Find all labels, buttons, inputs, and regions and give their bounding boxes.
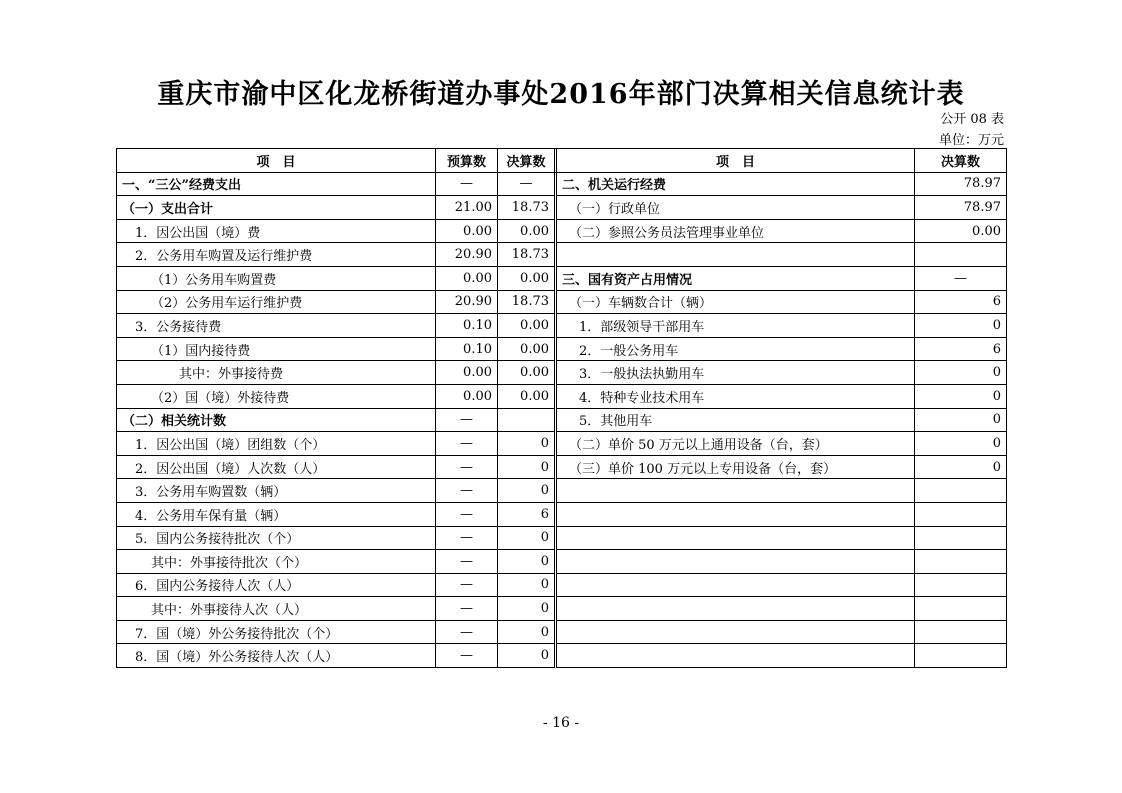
table-row (117, 550, 1007, 574)
table-row (117, 243, 1007, 267)
left-item-label: 一、“三公”经费支出 (117, 172, 436, 196)
table-row (117, 290, 1007, 314)
right-final-value: 0 (915, 455, 1007, 479)
left-item-label: 其中：外事接待费 (117, 361, 436, 385)
table-row (117, 266, 1007, 290)
right-item-label (557, 597, 915, 621)
left-final-value: 0 (498, 550, 555, 574)
left-final-value: 0 (498, 455, 555, 479)
right-final-value (915, 502, 1007, 526)
left-final-value: 0 (498, 620, 555, 644)
table-row (117, 597, 1007, 621)
right-final-value (915, 597, 1007, 621)
left-budget-value: — (436, 408, 498, 432)
table-row (117, 196, 1007, 220)
table-header-row (117, 149, 1007, 173)
table-row (117, 337, 1007, 361)
left-item-label: 7．国（境）外公务接待批次（个） (117, 620, 436, 644)
left-budget-value: 0.10 (436, 337, 498, 361)
right-item-label: （一）车辆数合计（辆） (557, 290, 915, 314)
table-row (117, 644, 1007, 668)
right-final-value (915, 243, 1007, 267)
right-item-label: 3．一般执法执勤用车 (557, 361, 915, 385)
table-row (117, 620, 1007, 644)
left-item-label: 3．公务接待费 (117, 314, 436, 338)
left-budget-value: — (436, 455, 498, 479)
right-final-value (915, 573, 1007, 597)
right-item-label: 5．其他用车 (557, 408, 915, 432)
right-final-value: 0 (915, 361, 1007, 385)
left-final-value: 0.00 (498, 219, 555, 243)
statistics-table (116, 148, 1007, 668)
right-item-label (557, 502, 915, 526)
left-budget-value: 0.00 (436, 219, 498, 243)
left-final-value: 18.73 (498, 196, 555, 220)
left-budget-value: 0.10 (436, 314, 498, 338)
left-budget-value: — (436, 479, 498, 503)
left-item-label: 1．因公出国（境）费 (117, 219, 436, 243)
right-final-value (915, 620, 1007, 644)
right-item-label: （二）参照公务员法管理事业单位 (557, 219, 915, 243)
right-final-value: 6 (915, 290, 1007, 314)
right-final-value: 0 (915, 314, 1007, 338)
left-budget-value: — (436, 432, 498, 456)
right-final-value (915, 479, 1007, 503)
left-item-label: （一）支出合计 (117, 196, 436, 220)
left-budget-value: — (436, 550, 498, 574)
left-budget-value: 20.90 (436, 243, 498, 267)
right-item-label (557, 243, 915, 267)
right-final-value: 0 (915, 408, 1007, 432)
right-item-label: 1．部级领导干部用车 (557, 314, 915, 338)
left-item-label: 1．因公出国（境）团组数（个） (117, 432, 436, 456)
right-item-label: 三、国有资产占用情况 (557, 266, 915, 290)
table-row (117, 361, 1007, 385)
left-item-label: 2．公务用车购置及运行维护费 (117, 243, 436, 267)
header-right-item: 项 目 (557, 149, 915, 173)
left-budget-value: 0.00 (436, 384, 498, 408)
left-item-label: 其中：外事接待人次（人） (117, 597, 436, 621)
left-budget-value: 21.00 (436, 196, 498, 220)
table-row (117, 172, 1007, 196)
left-final-value (498, 408, 555, 432)
left-item-label: （2）公务用车运行维护费 (117, 290, 436, 314)
left-item-label: （2）国（境）外接待费 (117, 384, 436, 408)
left-final-value: — (498, 172, 555, 196)
left-final-value: 0 (498, 597, 555, 621)
table-row (117, 314, 1007, 338)
left-final-value: 0.00 (498, 314, 555, 338)
table-row (117, 573, 1007, 597)
right-final-value (915, 550, 1007, 574)
left-budget-value: — (436, 502, 498, 526)
table-row (117, 502, 1007, 526)
left-item-label: （1）国内接待费 (117, 337, 436, 361)
table-row (117, 455, 1007, 479)
left-final-value: 0.00 (498, 384, 555, 408)
header-right-final: 决算数 (915, 149, 1007, 173)
left-budget-value: 0.00 (436, 361, 498, 385)
right-item-label: 4．特种专业技术用车 (557, 384, 915, 408)
table-row (117, 526, 1007, 550)
left-item-label: 5．国内公务接待批次（个） (117, 526, 436, 550)
left-item-label: （1）公务用车购置费 (117, 266, 436, 290)
table-row (117, 384, 1007, 408)
table-row (117, 219, 1007, 243)
left-final-value: 0 (498, 479, 555, 503)
left-item-label: 6．国内公务接待人次（人） (117, 573, 436, 597)
right-final-value: 0 (915, 384, 1007, 408)
table-row (117, 408, 1007, 432)
unit-label: 单位：万元 (938, 133, 1004, 148)
right-item-label: （一）行政单位 (557, 196, 915, 220)
left-budget-value: 20.90 (436, 290, 498, 314)
header-final: 决算数 (498, 149, 555, 173)
right-final-value (915, 526, 1007, 550)
table-row (117, 479, 1007, 503)
left-final-value: 0.00 (498, 266, 555, 290)
left-item-label: 3．公务用车购置数（辆） (117, 479, 436, 503)
right-item-label: 2．一般公务用车 (557, 337, 915, 361)
left-item-label: （二）相关统计数 (117, 408, 436, 432)
page-number: - 16 - (542, 715, 580, 731)
form-number: 公开 08 表 (940, 112, 1004, 127)
left-final-value: 0 (498, 526, 555, 550)
left-final-value: 18.73 (498, 243, 555, 267)
right-item-label (557, 644, 915, 668)
right-item-label (557, 526, 915, 550)
right-item-label (557, 620, 915, 644)
left-final-value: 0.00 (498, 337, 555, 361)
left-final-value: 0 (498, 644, 555, 668)
right-item-label: （三）单价 100 万元以上专用设备（台，套） (557, 455, 915, 479)
right-item-label (557, 573, 915, 597)
right-item-label: 二、机关运行经费 (557, 172, 915, 196)
header-left-item: 项 目 (117, 149, 436, 173)
right-item-label: （二）单价 50 万元以上通用设备（台，套） (557, 432, 915, 456)
right-final-value: — (915, 266, 1007, 290)
table-row (117, 432, 1007, 456)
page-title: 重庆市渝中区化龙桥街道办事处2016年部门决算相关信息统计表 (157, 79, 965, 110)
right-final-value: 6 (915, 337, 1007, 361)
left-budget-value: — (436, 573, 498, 597)
right-final-value (915, 644, 1007, 668)
left-final-value: 6 (498, 502, 555, 526)
left-budget-value: — (436, 172, 498, 196)
right-final-value: 78.97 (915, 172, 1007, 196)
right-final-value: 0 (915, 432, 1007, 456)
left-final-value: 0 (498, 573, 555, 597)
left-item-label: 其中：外事接待批次（个） (117, 550, 436, 574)
left-budget-value: — (436, 620, 498, 644)
left-final-value: 18.73 (498, 290, 555, 314)
left-final-value: 0.00 (498, 361, 555, 385)
right-item-label (557, 550, 915, 574)
header-budget: 预算数 (436, 149, 498, 173)
left-item-label: 4．公务用车保有量（辆） (117, 502, 436, 526)
left-budget-value: — (436, 526, 498, 550)
left-final-value: 0 (498, 432, 555, 456)
left-budget-value: — (436, 597, 498, 621)
right-final-value: 0.00 (915, 219, 1007, 243)
left-budget-value: 0.00 (436, 266, 498, 290)
left-budget-value: — (436, 644, 498, 668)
left-item-label: 8．国（境）外公务接待人次（人） (117, 644, 436, 668)
right-final-value: 78.97 (915, 196, 1007, 220)
right-item-label (557, 479, 915, 503)
left-item-label: 2．因公出国（境）人次数（人） (117, 455, 436, 479)
